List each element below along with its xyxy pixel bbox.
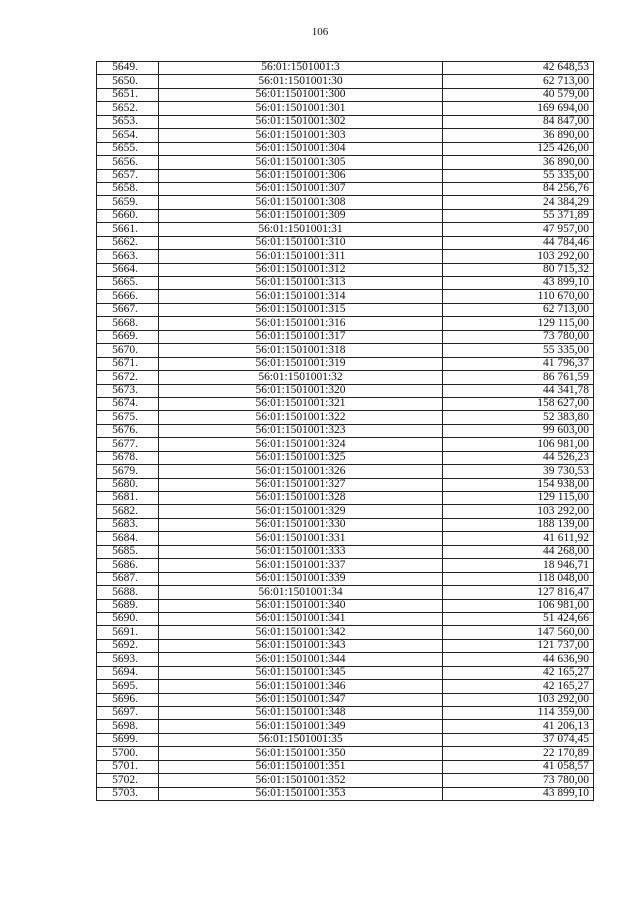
row-number-cell: 5659. xyxy=(97,196,159,209)
registry-table-body xyxy=(97,62,594,801)
table-row xyxy=(97,142,594,155)
cadastral-number-cell: 56:01:1501001:326 xyxy=(159,465,443,478)
value-cell: 103 292,00 xyxy=(443,505,594,518)
row-number-cell: 5695. xyxy=(97,680,159,693)
table-row xyxy=(97,478,594,491)
row-number-cell: 5680. xyxy=(97,478,159,491)
row-number-cell: 5700. xyxy=(97,747,159,760)
value-cell: 80 715,32 xyxy=(443,263,594,276)
value-cell: 36 890,00 xyxy=(443,129,594,142)
table-row xyxy=(97,196,594,209)
cadastral-number-cell: 56:01:1501001:314 xyxy=(159,290,443,303)
value-cell: 84 847,00 xyxy=(443,115,594,128)
table-row xyxy=(97,451,594,464)
row-number-cell: 5684. xyxy=(97,532,159,545)
row-number-cell: 5649. xyxy=(97,62,159,75)
value-cell: 41 206,13 xyxy=(443,720,594,733)
row-number-cell: 5691. xyxy=(97,626,159,639)
row-number-cell: 5679. xyxy=(97,465,159,478)
cadastral-number-cell: 56:01:1501001:327 xyxy=(159,478,443,491)
cadastral-number-cell: 56:01:1501001:300 xyxy=(159,88,443,101)
table-row xyxy=(97,572,594,585)
value-cell: 118 048,00 xyxy=(443,572,594,585)
value-cell: 73 780,00 xyxy=(443,774,594,787)
table-row xyxy=(97,653,594,666)
table-row xyxy=(97,88,594,101)
table-row xyxy=(97,774,594,787)
value-cell: 24 384,29 xyxy=(443,196,594,209)
value-cell: 129 115,00 xyxy=(443,492,594,505)
row-number-cell: 5694. xyxy=(97,666,159,679)
table-row xyxy=(97,747,594,760)
value-cell: 39 730,53 xyxy=(443,465,594,478)
value-cell: 51 424,66 xyxy=(443,612,594,625)
cadastral-number-cell: 56:01:1501001:304 xyxy=(159,142,443,155)
table-row xyxy=(97,680,594,693)
row-number-cell: 5678. xyxy=(97,451,159,464)
table-row xyxy=(97,586,594,599)
value-cell: 73 780,00 xyxy=(443,330,594,343)
row-number-cell: 5692. xyxy=(97,639,159,652)
cadastral-number-cell: 56:01:1501001:345 xyxy=(159,666,443,679)
value-cell: 43 899,10 xyxy=(443,277,594,290)
row-number-cell: 5670. xyxy=(97,344,159,357)
cadastral-number-cell: 56:01:1501001:324 xyxy=(159,438,443,451)
row-number-cell: 5683. xyxy=(97,518,159,531)
cadastral-number-cell: 56:01:1501001:305 xyxy=(159,156,443,169)
value-cell: 44 341,78 xyxy=(443,384,594,397)
row-number-cell: 5674. xyxy=(97,397,159,410)
table-row xyxy=(97,209,594,222)
value-cell: 22 170,89 xyxy=(443,747,594,760)
value-cell: 103 292,00 xyxy=(443,693,594,706)
value-cell: 103 292,00 xyxy=(443,250,594,263)
row-number-cell: 5665. xyxy=(97,277,159,290)
cadastral-number-cell: 56:01:1501001:34 xyxy=(159,586,443,599)
cadastral-number-cell: 56:01:1501001:323 xyxy=(159,424,443,437)
cadastral-number-cell: 56:01:1501001:344 xyxy=(159,653,443,666)
value-cell: 42 165,27 xyxy=(443,666,594,679)
cadastral-number-cell: 56:01:1501001:347 xyxy=(159,693,443,706)
row-number-cell: 5703. xyxy=(97,787,159,800)
cadastral-number-cell: 56:01:1501001:306 xyxy=(159,169,443,182)
value-cell: 121 737,00 xyxy=(443,639,594,652)
cadastral-number-cell: 56:01:1501001:340 xyxy=(159,599,443,612)
table-row xyxy=(97,639,594,652)
cadastral-number-cell: 56:01:1501001:341 xyxy=(159,612,443,625)
table-row xyxy=(97,559,594,572)
table-row xyxy=(97,263,594,276)
value-cell: 47 957,00 xyxy=(443,223,594,236)
table-row xyxy=(97,303,594,316)
cadastral-number-cell: 56:01:1501001:302 xyxy=(159,115,443,128)
cadastral-number-cell: 56:01:1501001:32 xyxy=(159,371,443,384)
value-cell: 41 796,37 xyxy=(443,357,594,370)
cadastral-number-cell: 56:01:1501001:320 xyxy=(159,384,443,397)
table-row xyxy=(97,330,594,343)
row-number-cell: 5696. xyxy=(97,693,159,706)
value-cell: 43 899,10 xyxy=(443,787,594,800)
table-row xyxy=(97,599,594,612)
value-cell: 110 670,00 xyxy=(443,290,594,303)
table-row xyxy=(97,277,594,290)
value-cell: 42 648,53 xyxy=(443,62,594,75)
table-row xyxy=(97,384,594,397)
row-number-cell: 5698. xyxy=(97,720,159,733)
value-cell: 44 784,46 xyxy=(443,236,594,249)
table-row xyxy=(97,612,594,625)
cadastral-number-cell: 56:01:1501001:351 xyxy=(159,760,443,773)
row-number-cell: 5673. xyxy=(97,384,159,397)
cadastral-number-cell: 56:01:1501001:30 xyxy=(159,75,443,88)
table-row xyxy=(97,129,594,142)
row-number-cell: 5675. xyxy=(97,411,159,424)
value-cell: 114 359,00 xyxy=(443,707,594,720)
table-row xyxy=(97,397,594,410)
table-row xyxy=(97,545,594,558)
value-cell: 154 938,00 xyxy=(443,478,594,491)
row-number-cell: 5650. xyxy=(97,75,159,88)
cadastral-number-cell: 56:01:1501001:35 xyxy=(159,733,443,746)
table-row xyxy=(97,760,594,773)
row-number-cell: 5686. xyxy=(97,559,159,572)
value-cell: 36 890,00 xyxy=(443,156,594,169)
value-cell: 37 074,45 xyxy=(443,733,594,746)
row-number-cell: 5702. xyxy=(97,774,159,787)
table-row xyxy=(97,344,594,357)
cadastral-number-cell: 56:01:1501001:349 xyxy=(159,720,443,733)
row-number-cell: 5658. xyxy=(97,182,159,195)
table-row xyxy=(97,720,594,733)
value-cell: 55 371,89 xyxy=(443,209,594,222)
row-number-cell: 5652. xyxy=(97,102,159,115)
row-number-cell: 5660. xyxy=(97,209,159,222)
table-row xyxy=(97,424,594,437)
row-number-cell: 5669. xyxy=(97,330,159,343)
value-cell: 41 611,92 xyxy=(443,532,594,545)
table-row xyxy=(97,102,594,115)
value-cell: 147 560,00 xyxy=(443,626,594,639)
cadastral-number-cell: 56:01:1501001:308 xyxy=(159,196,443,209)
cadastral-number-cell: 56:01:1501001:310 xyxy=(159,236,443,249)
row-number-cell: 5657. xyxy=(97,169,159,182)
cadastral-number-cell: 56:01:1501001:322 xyxy=(159,411,443,424)
cadastral-number-cell: 56:01:1501001:328 xyxy=(159,492,443,505)
row-number-cell: 5697. xyxy=(97,707,159,720)
cadastral-number-cell: 56:01:1501001:318 xyxy=(159,344,443,357)
row-number-cell: 5688. xyxy=(97,586,159,599)
table-row xyxy=(97,787,594,800)
table-row xyxy=(97,733,594,746)
value-cell: 169 694,00 xyxy=(443,102,594,115)
cadastral-number-cell: 56:01:1501001:342 xyxy=(159,626,443,639)
value-cell: 125 426,00 xyxy=(443,142,594,155)
cadastral-number-cell: 56:01:1501001:307 xyxy=(159,182,443,195)
row-number-cell: 5701. xyxy=(97,760,159,773)
table-row xyxy=(97,357,594,370)
row-number-cell: 5661. xyxy=(97,223,159,236)
value-cell: 41 058,57 xyxy=(443,760,594,773)
table-row xyxy=(97,75,594,88)
row-number-cell: 5664. xyxy=(97,263,159,276)
cadastral-number-cell: 56:01:1501001:346 xyxy=(159,680,443,693)
row-number-cell: 5651. xyxy=(97,88,159,101)
cadastral-number-cell: 56:01:1501001:353 xyxy=(159,787,443,800)
row-number-cell: 5672. xyxy=(97,371,159,384)
table-row xyxy=(97,707,594,720)
row-number-cell: 5656. xyxy=(97,156,159,169)
table-row xyxy=(97,182,594,195)
table-row xyxy=(97,532,594,545)
row-number-cell: 5690. xyxy=(97,612,159,625)
cadastral-number-cell: 56:01:1501001:348 xyxy=(159,707,443,720)
row-number-cell: 5685. xyxy=(97,545,159,558)
row-number-cell: 5663. xyxy=(97,250,159,263)
row-number-cell: 5653. xyxy=(97,115,159,128)
cadastral-number-cell: 56:01:1501001:352 xyxy=(159,774,443,787)
row-number-cell: 5689. xyxy=(97,599,159,612)
cadastral-number-cell: 56:01:1501001:312 xyxy=(159,263,443,276)
cadastral-number-cell: 56:01:1501001:315 xyxy=(159,303,443,316)
row-number-cell: 5655. xyxy=(97,142,159,155)
table-row xyxy=(97,169,594,182)
table-row xyxy=(97,250,594,263)
row-number-cell: 5693. xyxy=(97,653,159,666)
table-row xyxy=(97,666,594,679)
cadastral-number-cell: 56:01:1501001:330 xyxy=(159,518,443,531)
page-number: 106 xyxy=(311,26,329,38)
value-cell: 44 636,90 xyxy=(443,653,594,666)
value-cell: 106 981,00 xyxy=(443,438,594,451)
value-cell: 40 579,00 xyxy=(443,88,594,101)
table-row xyxy=(97,115,594,128)
table-row xyxy=(97,438,594,451)
row-number-cell: 5668. xyxy=(97,317,159,330)
table-row xyxy=(97,236,594,249)
table-row xyxy=(97,223,594,236)
cadastral-number-cell: 56:01:1501001:333 xyxy=(159,545,443,558)
value-cell: 55 335,00 xyxy=(443,344,594,357)
value-cell: 55 335,00 xyxy=(443,169,594,182)
row-number-cell: 5676. xyxy=(97,424,159,437)
value-cell: 62 713,00 xyxy=(443,75,594,88)
value-cell: 188 139,00 xyxy=(443,518,594,531)
value-cell: 158 627,00 xyxy=(443,397,594,410)
row-number-cell: 5681. xyxy=(97,492,159,505)
row-number-cell: 5662. xyxy=(97,236,159,249)
cadastral-number-cell: 56:01:1501001:337 xyxy=(159,559,443,572)
row-number-cell: 5687. xyxy=(97,572,159,585)
value-cell: 127 816,47 xyxy=(443,586,594,599)
cadastral-number-cell: 56:01:1501001:303 xyxy=(159,129,443,142)
table-row xyxy=(97,290,594,303)
row-number-cell: 5682. xyxy=(97,505,159,518)
table-row xyxy=(97,518,594,531)
table-row xyxy=(97,626,594,639)
value-cell: 44 526,23 xyxy=(443,451,594,464)
cadastral-number-cell: 56:01:1501001:319 xyxy=(159,357,443,370)
row-number-cell: 5699. xyxy=(97,733,159,746)
table-row xyxy=(97,62,594,75)
cadastral-number-cell: 56:01:1501001:325 xyxy=(159,451,443,464)
table-row xyxy=(97,693,594,706)
value-cell: 129 115,00 xyxy=(443,317,594,330)
cadastral-number-cell: 56:01:1501001:313 xyxy=(159,277,443,290)
table-row xyxy=(97,465,594,478)
table-row xyxy=(97,317,594,330)
value-cell: 84 256,76 xyxy=(443,182,594,195)
value-cell: 52 383,80 xyxy=(443,411,594,424)
row-number-cell: 5666. xyxy=(97,290,159,303)
row-number-cell: 5667. xyxy=(97,303,159,316)
table-row xyxy=(97,156,594,169)
row-number-cell: 5677. xyxy=(97,438,159,451)
cadastral-number-cell: 56:01:1501001:316 xyxy=(159,317,443,330)
registry-table xyxy=(96,61,594,801)
value-cell: 106 981,00 xyxy=(443,599,594,612)
cadastral-number-cell: 56:01:1501001:317 xyxy=(159,330,443,343)
cadastral-number-cell: 56:01:1501001:309 xyxy=(159,209,443,222)
value-cell: 99 603,00 xyxy=(443,424,594,437)
table-row xyxy=(97,492,594,505)
table-row xyxy=(97,371,594,384)
cadastral-number-cell: 56:01:1501001:331 xyxy=(159,532,443,545)
value-cell: 42 165,27 xyxy=(443,680,594,693)
cadastral-number-cell: 56:01:1501001:321 xyxy=(159,397,443,410)
row-number-cell: 5671. xyxy=(97,357,159,370)
cadastral-number-cell: 56:01:1501001:350 xyxy=(159,747,443,760)
table-row xyxy=(97,411,594,424)
cadastral-number-cell: 56:01:1501001:301 xyxy=(159,102,443,115)
cadastral-number-cell: 56:01:1501001:339 xyxy=(159,572,443,585)
cadastral-number-cell: 56:01:1501001:3 xyxy=(159,62,443,75)
value-cell: 86 761,59 xyxy=(443,371,594,384)
cadastral-number-cell: 56:01:1501001:31 xyxy=(159,223,443,236)
cadastral-number-cell: 56:01:1501001:311 xyxy=(159,250,443,263)
cadastral-number-cell: 56:01:1501001:329 xyxy=(159,505,443,518)
row-number-cell: 5654. xyxy=(97,129,159,142)
value-cell: 62 713,00 xyxy=(443,303,594,316)
table-row xyxy=(97,505,594,518)
value-cell: 44 268,00 xyxy=(443,545,594,558)
cadastral-number-cell: 56:01:1501001:343 xyxy=(159,639,443,652)
value-cell: 18 946,71 xyxy=(443,559,594,572)
